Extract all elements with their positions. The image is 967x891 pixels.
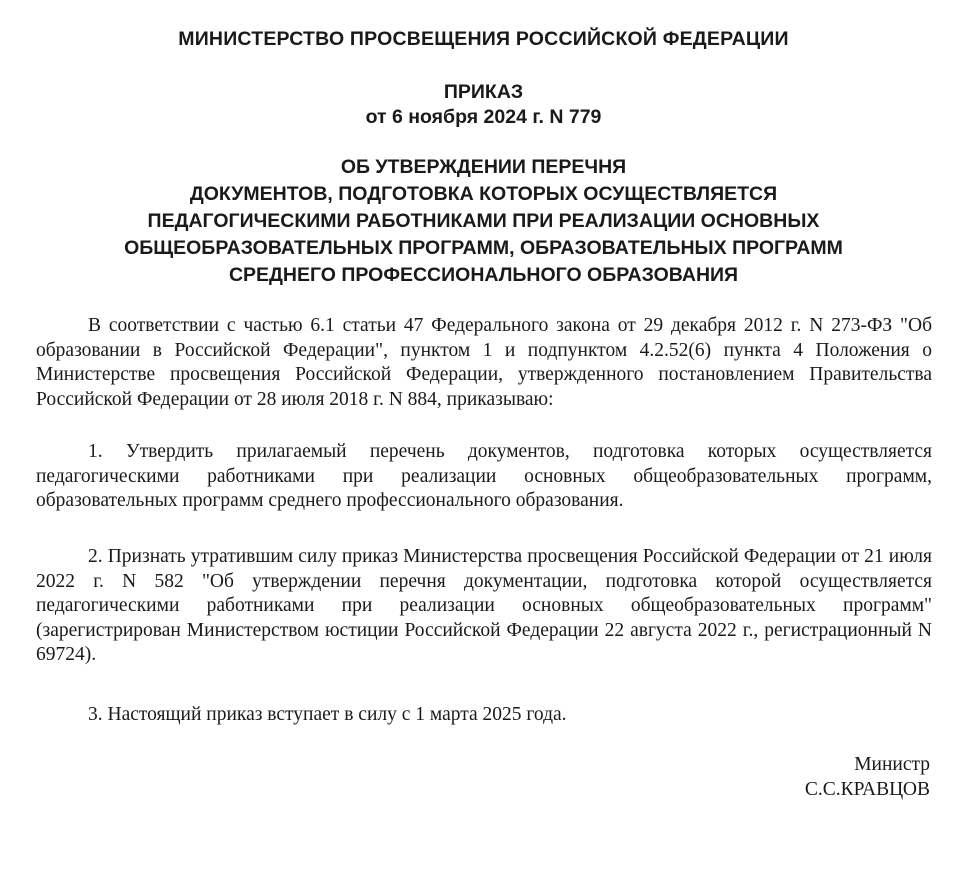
paragraph-text: В соответствии с частью 6.1 статьи 47 Федерального закона от 29 декабря 2012 г. N 273-ФЗ "Об образовании в Российской Федерации", пунктом 1 и подпунктом 4.2.52(6) пункта 4 Положения о Министерстве просвещения Российской Федерации, утвержденного постановлением Правительства Российской Федерации от 28 июля 2018 г. N 884, приказываю: bbox=[36, 315, 932, 410]
signature-block bbox=[805, 752, 930, 802]
signatory-name: С.С.КРАВЦОВ bbox=[804, 779, 930, 800]
clause-3-paragraph bbox=[36, 703, 932, 728]
paragraph-text: 3. Настоящий приказ вступает в силу с 1 марта 2025 года. bbox=[88, 704, 567, 725]
clause-1-paragraph bbox=[36, 440, 932, 514]
clause-2-paragraph bbox=[36, 545, 932, 668]
title-line: ОБЩЕОБРАЗОВАТЕЛЬНЫХ ПРОГРАММ, ОБРАЗОВАТЕЛЬНЫХ ПРОГРАММ bbox=[124, 237, 843, 259]
document-date-number: от 6 ноября 2024 г. N 779 bbox=[365, 106, 602, 128]
signatory-position: Министр bbox=[854, 754, 930, 775]
paragraph-text: 1. Утвердить прилагаемый перечень документов, подготовка которых осуществляется педагогическими работниками при реализации основных общеобразовательных программ, образовательных программ среднего профессионального образования. bbox=[36, 441, 932, 511]
preamble-paragraph bbox=[36, 314, 932, 412]
title-line: ДОКУМЕНТОВ, ПОДГОТОВКА КОТОРЫХ ОСУЩЕСТВЛЯЕТСЯ bbox=[189, 183, 778, 205]
title-line: ОБ УТВЕРЖДЕНИИ ПЕРЕЧНЯ bbox=[340, 156, 627, 178]
paragraph-text: 2. Признать утратившим силу приказ Министерства просвещения Российской Федерации от 21 июля 2022 г. N 582 "Об утверждении перечня документации, подготовка которой осуществляется педагогическими работниками при реализации основных общеобразовательных программ" (зарегистрирован Министерством юстиции Российской Федерации 22 августа 2022 г., регистрационный N 69724). bbox=[36, 546, 932, 665]
title-line: ПЕДАГОГИЧЕСКИМИ РАБОТНИКАМИ ПРИ РЕАЛИЗАЦИИ ОСНОВНЫХ bbox=[147, 210, 820, 232]
document-title bbox=[0, 154, 967, 289]
title-line: СРЕДНЕГО ПРОФЕССИОНАЛЬНОГО ОБРАЗОВАНИЯ bbox=[228, 264, 739, 286]
document-type: ПРИКАЗ bbox=[443, 81, 524, 103]
ministry-name: МИНИСТЕРСТВО ПРОСВЕЩЕНИЯ РОССИЙСКОЙ ФЕДЕРАЦИИ bbox=[178, 28, 789, 50]
